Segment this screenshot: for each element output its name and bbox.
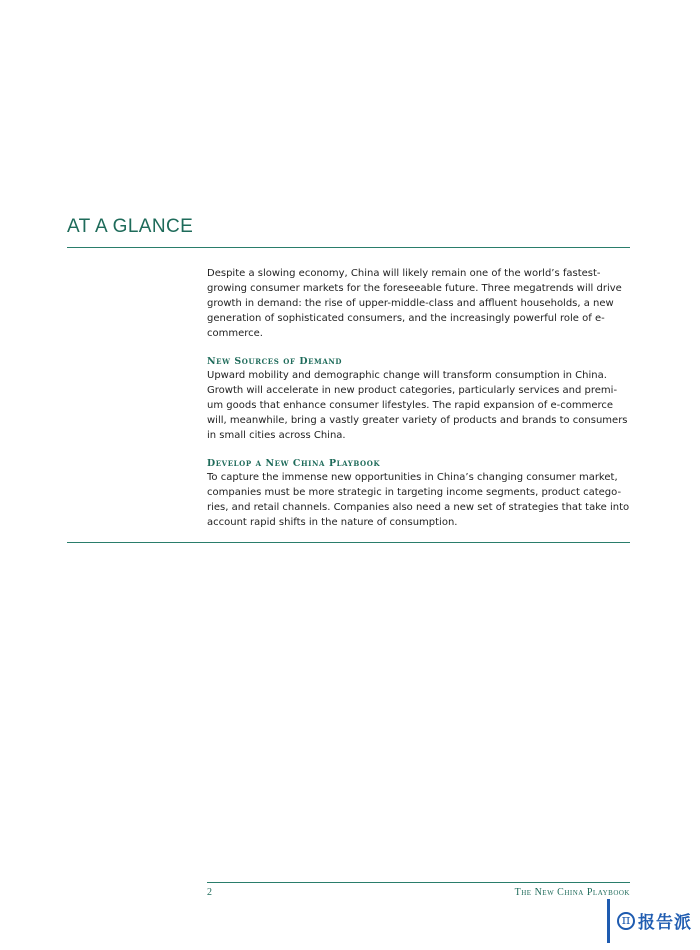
page-heading: AT A GLANCE <box>67 216 194 237</box>
footer-divider <box>207 882 630 883</box>
subsection-body-playbook: To capture the immense new opportunities in China’s changing consumer market, companies must be more strategic in targeting income segments, product catego-ries, and retail channels. Companies also need a new set of strategies that take into account rapid shifts in the nature of consumption. <box>207 472 630 528</box>
watermark-text: 报告派 <box>638 913 692 933</box>
summary-content <box>207 266 632 530</box>
subsection-title-demand: New Sources of Demand <box>207 356 343 367</box>
watermark <box>607 898 700 943</box>
subsection-body-demand: Upward mobility and demographic change will transform consumption in China. Growth will accelerate in new product categories, particularly services and premi-um goods that enhance consumer lifestyles. The rapid expansion of e-commerce will, meanwhile, bring a vastly greater variety of products and brands to consumers in small cities across China. <box>207 370 628 441</box>
watermark-bar <box>607 899 610 943</box>
intro-paragraph: Despite a slowing economy, China will likely remain one of the world’s fastest-growing consumer markets for the foreseeable future. Three megatrends will drive growth in demand: the rise of upper-middle-class and affluent households, a new generation of sophisticated consumers, and the increasingly powerful role of e-commerce. <box>207 268 622 339</box>
content-divider <box>67 542 630 543</box>
page-number: 2 <box>207 887 212 898</box>
subsection-title-playbook: Develop a New China Playbook <box>207 458 381 469</box>
running-title: The New China Playbook <box>514 887 630 898</box>
heading-divider <box>67 247 630 248</box>
pi-logo-icon: π <box>617 912 635 930</box>
